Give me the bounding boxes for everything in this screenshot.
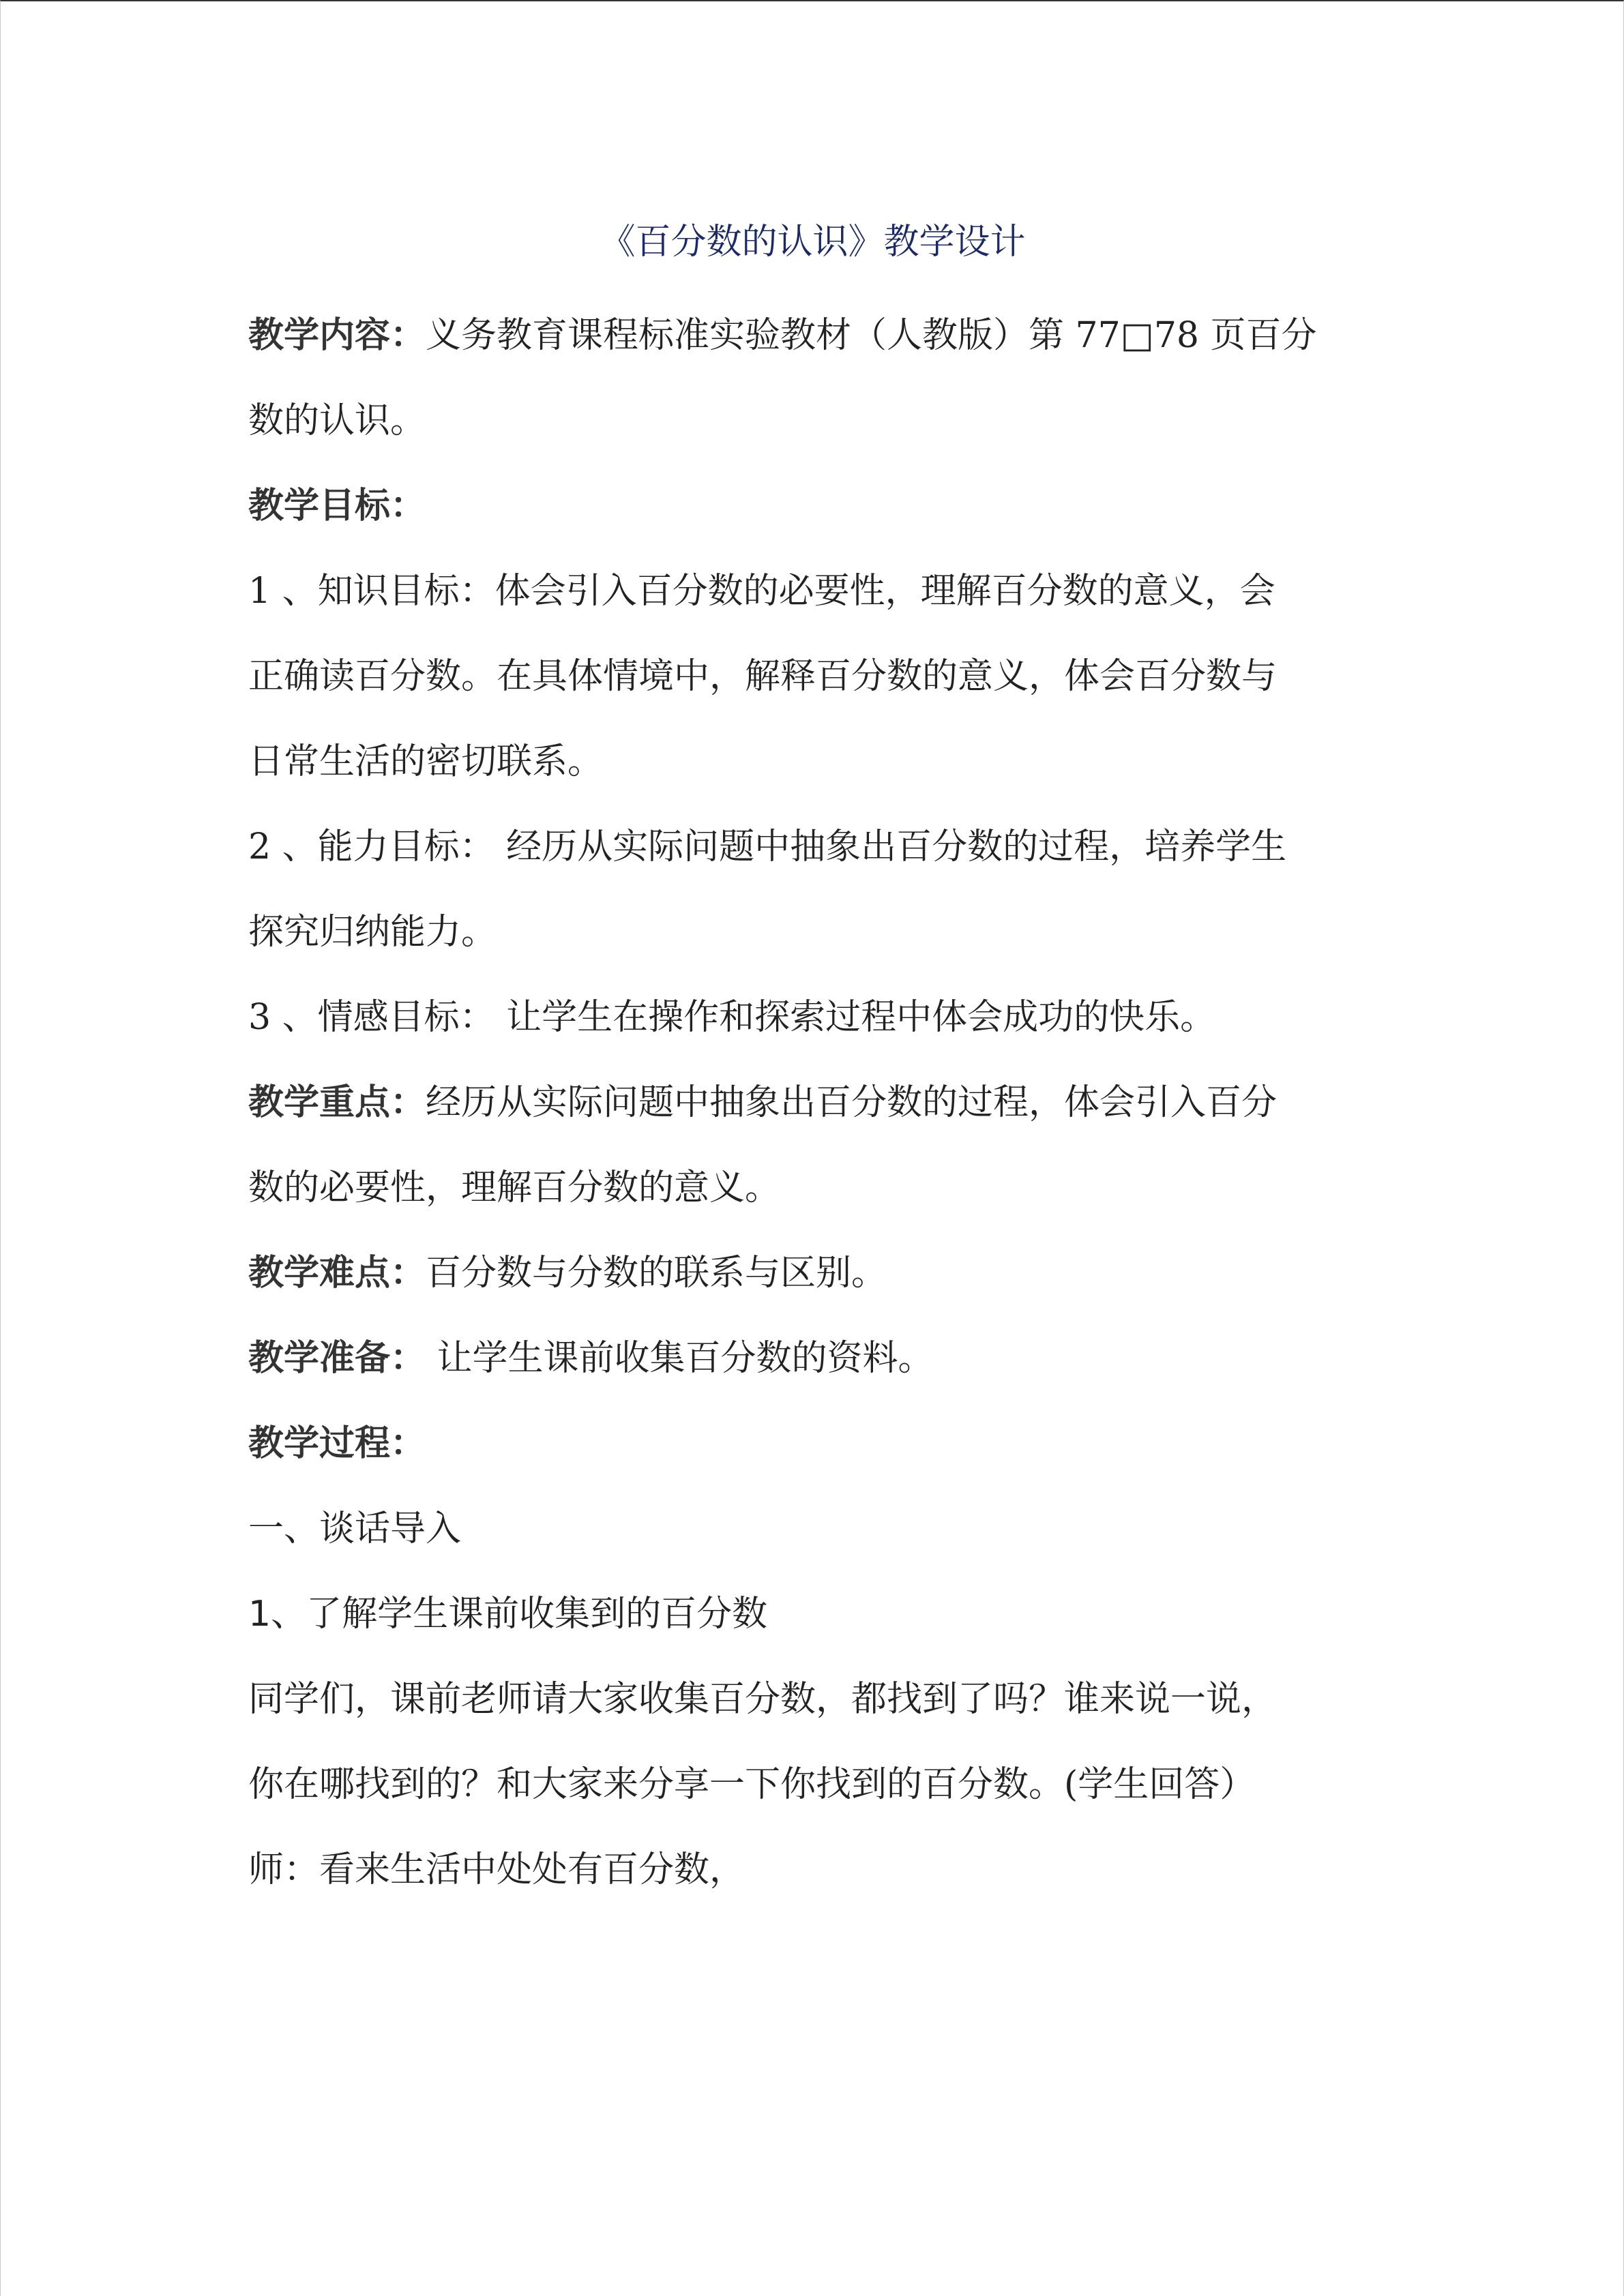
content-text-line2: 数的认识。 [248, 400, 426, 441]
key-point-line2: 数的必要性，理解百分数的意义。 [248, 1167, 781, 1208]
goal1-line3: 日常生活的密切联系。 [248, 741, 604, 782]
difficulty-label: 教学难点： [248, 1253, 426, 1294]
preparation-text: 让学生课前收集百分数的资料。 [426, 1338, 934, 1379]
goals-label: 教学目标： [248, 486, 426, 526]
process-para2-line1: 师：看来生活中处处有百分数， [248, 1849, 745, 1890]
step-heading-1: 1、了解学生课前收集到的百分数 [248, 1594, 768, 1635]
key-point-paragraph [248, 1060, 1381, 1146]
preparation-label: 教学准备： [248, 1338, 426, 1379]
document-body [248, 293, 1381, 1913]
process-para1-line2: 你在哪找到的？和大家来分享一下你找到的百分数。(学生回答） [248, 1764, 1256, 1805]
key-point-line1: 经历从实际问题中抽象出百分数的过程，体会引入百分 [426, 1082, 1278, 1123]
section-heading-1: 一、谈话导入 [248, 1508, 462, 1549]
key-point-label: 教学重点： [248, 1082, 426, 1123]
content-paragraph [248, 293, 1381, 378]
difficulty-text: 百分数与分数的联系与区别。 [426, 1253, 887, 1294]
goal2-line2: 探究归纳能力。 [248, 912, 497, 953]
preparation-paragraph [248, 1316, 1381, 1401]
goal3-line1: 3 、情感目标： 让学生在操作和探索过程中体会成功的快乐。 [248, 997, 1216, 1038]
difficulty-paragraph [248, 1231, 1381, 1316]
content-label: 教学内容： [248, 315, 426, 356]
process-label: 教学过程： [248, 1423, 426, 1464]
document-title: 《百分数的认识》教学设计 [600, 222, 1026, 263]
goal1-line1: 1 、知识目标：体会引入百分数的必要性，理解百分数的意义，会 [248, 571, 1275, 612]
goal2-line1: 2 、能力目标： 经历从实际问题中抽象出百分数的过程，培养学生 [248, 826, 1287, 867]
goal1-line2: 正确读百分数。在具体情境中，解释百分数的意义，体会百分数与 [248, 656, 1278, 697]
content-text-line1: 义务教育课程标准实验教材（人教版）第 77□78 页百分 [426, 315, 1317, 356]
process-para1-line1: 同学们，课前老师请大家收集百分数，都找到了吗？谁来说一说， [248, 1679, 1278, 1720]
